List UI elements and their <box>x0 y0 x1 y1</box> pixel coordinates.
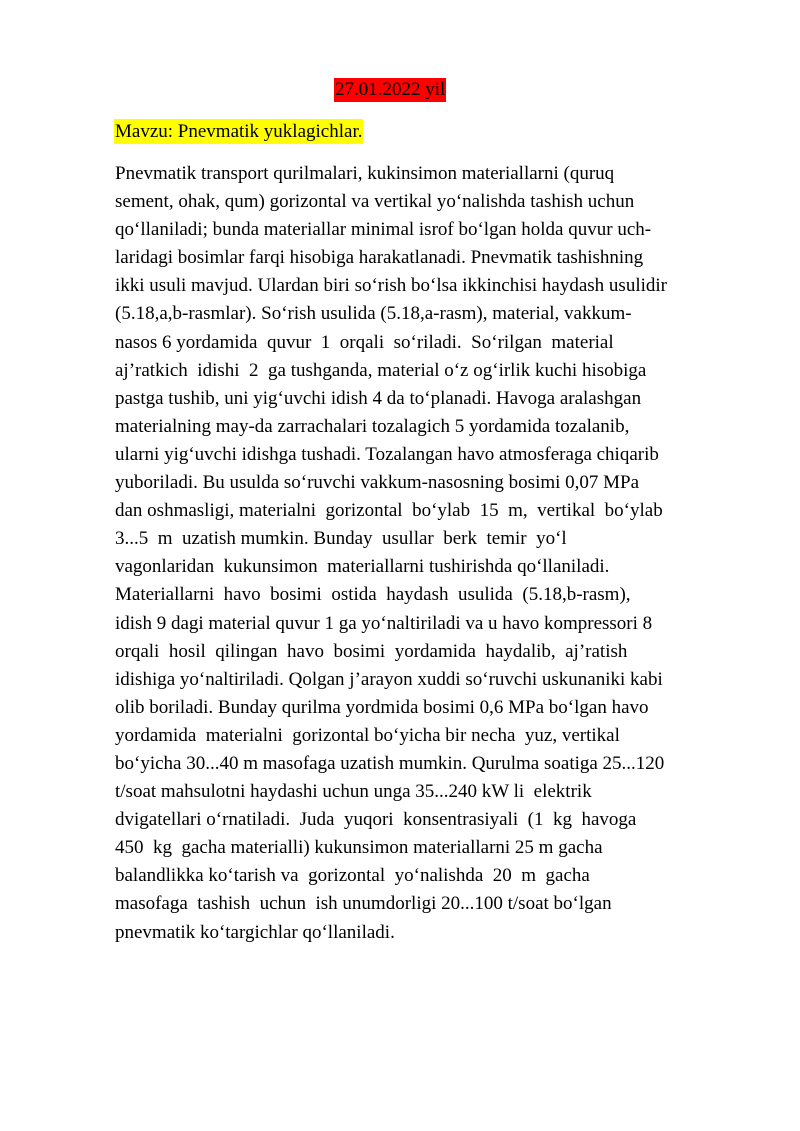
body-line: balandlikka ko‘tarish va gorizontal yo‘nalishda 20 m gacha <box>115 865 590 887</box>
body-line: (5.18,a,b-rasmlar). So‘rish usulida (5.18,a-rasm), material, vakkum- <box>115 303 632 325</box>
body-paragraph <box>115 160 755 947</box>
body-line: sement, ohak, qum) gorizontal va vertikal yo‘nalishda tashish uchun <box>115 191 635 213</box>
body-line: dvigatellari o‘rnatiladi. Juda yuqori konsentrasiyali (1 kg havoga <box>115 809 637 831</box>
body-line: pastga tushib, uni yig‘uvchi idish 4 da to‘planadi. Havoga aralashgan <box>115 387 642 409</box>
body-line: yordamida materialni gorizontal bo‘yicha bir necha yuz, vertikal <box>115 724 620 746</box>
body-line: nasos 6 yordamida quvur 1 orqali so‘riladi. So‘rilgan material <box>115 331 614 353</box>
body-line: aj’ratkich idishi 2 ga tushganda, material o‘z og‘irlik kuchi hisobiga <box>115 359 647 381</box>
body-line: olib boriladi. Bunday qurilma yordmida bosimi 0,6 MPa bo‘lgan havo <box>115 696 649 718</box>
body-line: Pnevmatik transport qurilmalari, kukinsimon materiallarni (quruq <box>115 163 615 184</box>
body-line: ikki usuli mavjud. Ulardan biri so‘rish bo‘lsa ikkinchisi haydash usulidir <box>115 275 667 297</box>
body-line: laridagi bosimlar farqi hisobiga harakatlanadi. Pnevmatik tashishning <box>115 247 644 269</box>
body-line: t/soat mahsulotni haydashi uchun unga 35...240 kW li elektrik <box>115 781 592 803</box>
date-heading: 27.01.2022 yil <box>335 79 446 100</box>
body-line: ularni yig‘uvchi idishga tushadi. Tozalangan havo atmosferaga chiqarib <box>115 443 659 465</box>
body-line: 3...5 m uzatish mumkin. Bunday usullar berk temir yo‘l <box>115 528 567 550</box>
topic-heading: Mavzu: Pnevmatik yuklagichlar. <box>115 121 363 142</box>
body-line: pnevmatik ko‘targichlar qo‘llaniladi. <box>115 921 395 943</box>
body-line: Materiallarni havo bosimi ostida haydash usulida (5.18,b-rasm), <box>115 584 631 606</box>
body-line: dan oshmasligi, materialni gorizontal bo‘ylab 15 m, vertikal bo‘ylab <box>115 500 663 522</box>
body-line: 450 kg gacha materialli) kukunsimon materiallarni 25 m gacha <box>115 837 603 859</box>
body-line: masofaga tashish uchun ish unumdorligi 20...100 t/soat bo‘lgan <box>115 893 612 915</box>
body-line: orqali hosil qilingan havo bosimi yordamida haydalib, aj’ratish <box>115 640 628 662</box>
body-line: yuboriladi. Bu usulda so‘ruvchi vakkum-nasosning bosimi 0,07 MPa <box>115 472 640 494</box>
body-line: materialning may-da zarrachalari tozalagich 5 yordamida tozalanib, <box>115 415 630 437</box>
body-line: idishiga yo‘naltiriladi. Qolgan j’arayon xuddi so‘ruvchi uskunaniki kabi <box>115 668 663 690</box>
body-line: qo‘llaniladi; bunda materiallar minimal isrof bo‘lgan holda quvur uch- <box>115 219 652 241</box>
body-line: bo‘yicha 30...40 m masofaga uzatish mumkin. Qurulma soatiga 25...120 <box>115 752 665 774</box>
body-line: idish 9 dagi material quvur 1 ga yo‘naltiriladi va u havo kompressori 8 <box>115 612 653 634</box>
body-line: vagonlaridan kukunsimon materiallarni tushirishda qo‘llaniladi. <box>115 556 610 578</box>
